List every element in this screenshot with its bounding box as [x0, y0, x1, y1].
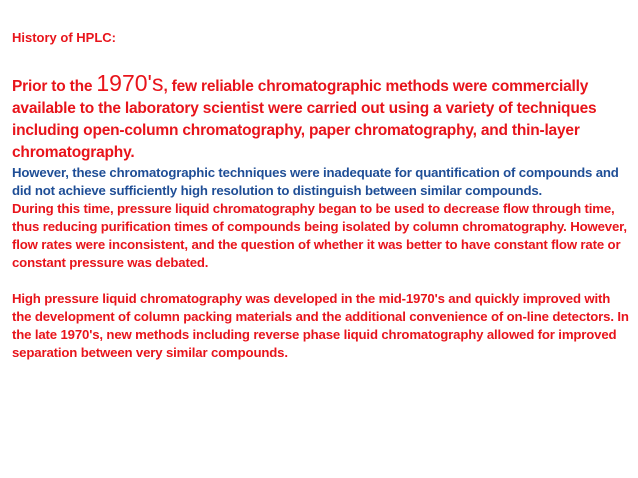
paragraph-spacer	[12, 272, 630, 290]
slide-title: History of HPLC:	[12, 30, 116, 45]
paragraph-pressure-chromatography: During this time, pressure liquid chromatography began to be used to decrease flow through time, thus reducing purification times of compounds being isolated by column chromatography. However, flow rates were inconsistent, and the question of whether it was better to have constant flow rate or constant pressure was debated.	[12, 201, 627, 270]
intro-prefix: Prior to the	[12, 78, 97, 95]
paragraph-hplc-development: High pressure liquid chromatography was developed in the mid-1970's and quickly improved with the development of column packing materials and the additional convenience of on-line detectors. In the late 1970's, new methods including reverse phase liquid chromatography allowed for improved separation between very similar compounds.	[12, 291, 629, 360]
intro-paragraph	[12, 72, 630, 164]
intro-suffix: , few reliable chromatographic methods were commercially available to the laboratory scientist were carried out using a variety of techniques including open-column chromatography, paper chromatography, and thin-layer chromatography.	[12, 78, 597, 161]
paragraph-inadequate-techniques: However, these chromatographic techniques were inadequate for quantification of compounds and did not achieve sufficiently high resolution to distinguish between similar compounds.	[12, 165, 619, 198]
intro-year: 1970's	[96, 70, 164, 96]
